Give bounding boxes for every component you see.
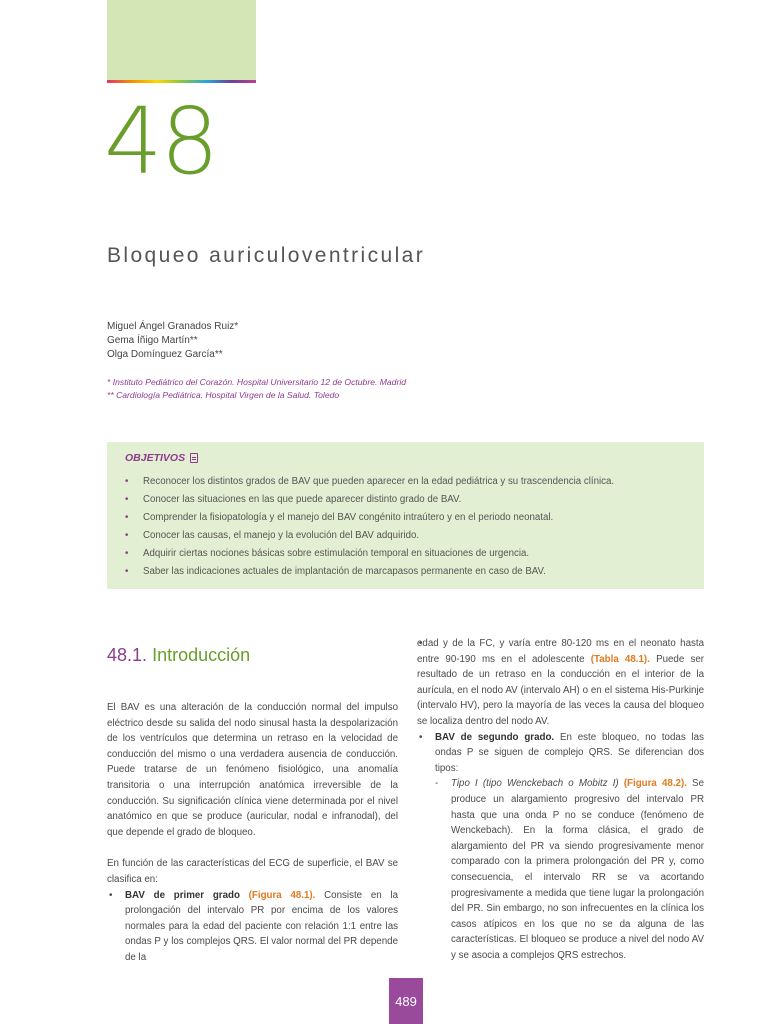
affiliation: ** Cardiología Pediátrica. Hospital Virgen de la Salud. Toledo: [107, 389, 340, 400]
affiliations: [107, 376, 406, 401]
author: Olga Domínguez García**: [107, 349, 223, 360]
section-heading: [107, 645, 250, 666]
rainbow-strip: [107, 80, 256, 83]
bullet-second-degree: [417, 730, 704, 777]
page-number: 489: [389, 978, 423, 1024]
bullet-title: BAV de primer grado: [125, 889, 240, 901]
objectives-title: [125, 452, 704, 464]
author: Gema Íñigo Martín**: [107, 335, 198, 346]
bullet-title: BAV de segundo grado.: [435, 731, 555, 743]
dash-item-type-i: [417, 776, 704, 963]
left-column: [107, 700, 398, 966]
document-icon: [190, 453, 198, 463]
paragraph-continued: [417, 636, 704, 730]
bullet-text: En este bloqueo, no todas las ondas P se siguen de complejo QRS. Se diferencian dos tipos:: [435, 731, 704, 774]
dash-text: Se produce un alargamiento progresivo del intervalo PR hasta que una onda P no se conduce (fenómeno de Wenckebach). En la forma clásica, el grado de alargamiento del PR va siendo progresivamente menor comparado con la primera prolongación del PR y, como consecuencia, el intervalo RR se va acortando progresivamente a medida que tiene lugar la prolongación del PR. Sin embargo, no son infrecuentes en la clínica los casos atípicos en los que no se da alguna de las características. El bloqueo se produce a nivel del nodo AV y se asocia a complejos QRS estrechos.: [451, 778, 704, 961]
list-item: • Adquirir ciertas nociones básicas sobre estimulación temporal en situaciones de urgencia.: [125, 545, 704, 563]
right-column: [417, 636, 704, 963]
authors: [107, 320, 238, 362]
affiliation: * Instituto Pediátrico del Corazón. Hospital Universitario 12 de Octubre. Madrid: [107, 377, 407, 387]
list-item: • Conocer las situaciones en las que puede aparecer distinto grado de BAV.: [125, 491, 704, 509]
chapter-number: 48: [104, 88, 218, 195]
objectives-list: [125, 473, 704, 581]
section-number: 48.1.: [107, 645, 148, 665]
paragraph: En función de las características del ECG de superficie, el BAV se clasifica en:: [107, 858, 398, 885]
figure-ref-link[interactable]: (Figura 48.1).: [248, 889, 316, 901]
chapter-title: Bloqueo auriculoventricular: [107, 244, 426, 267]
paragraph-text: edad y de la FC, y varía entre 80-120 ms en el neonato hasta entre 90-190 ms en el adolescente: [417, 638, 704, 665]
list-item: • Conocer las causas, el manejo y la evolución del BAV adquirido.: [125, 527, 704, 545]
bullet-first-degree: [107, 888, 398, 966]
dash-title: Tipo I (tipo Wenckebach o Mobitz I): [451, 778, 619, 790]
section-title: Introducción: [152, 645, 251, 665]
header-color-block: [107, 0, 256, 80]
paragraph-text: Puede ser resultado de un retraso en la conducción en el interior de la aurícula, en el nodo AV (intervalo AH) o en el sistema His-Purkinje (intervalo HV), pero la mayoría de las veces la causa del bloqueo se localiza dentro del nodo AV.: [417, 653, 704, 727]
objectives-box: [107, 442, 704, 589]
objectives-title-text: OBJETIVOS: [125, 452, 186, 464]
list-item: • Reconocer los distintos grados de BAV que pueden aparecer en la edad pediátrica y su trascendencia clínica.: [125, 473, 704, 491]
bullet-text: Consiste en la prolongación del intervalo PR por encima de los valores normales para la edad del paciente con relación 1:1 entre las ondas P y los complejos QRS. El valor normal del PR depende de la: [125, 889, 398, 963]
author: Miguel Ángel Granados Ruiz*: [107, 321, 239, 332]
figure-ref-link[interactable]: (Figura 48.2).: [623, 778, 687, 790]
paragraph: El BAV es una alteración de la conducción normal del impulso eléctrico desde su salida del nodo sinusal hasta la despolarización de los ventrículos que determina un retraso en la velocidad de conducción del mismo o una verdadera ausencia de conducción. Puede tratarse de un fenómeno fisiológico, una anomalía transitoria o una interrupción anatómica irreversible de la conducción. Su significación clínica viene determinada por el nivel anatómico en que se produce (auricular, nodal e infranodal), del que depende el grado de bloqueo.: [107, 702, 398, 838]
list-item: • Comprender la fisiopatología y el manejo del BAV congénito intraútero y en el periodo neonatal.: [125, 509, 704, 527]
table-ref-link[interactable]: (Tabla 48.1).: [590, 653, 650, 665]
list-item: • Saber las indicaciones actuales de implantación de marcapasos permanente en caso de BAV.: [125, 563, 704, 581]
